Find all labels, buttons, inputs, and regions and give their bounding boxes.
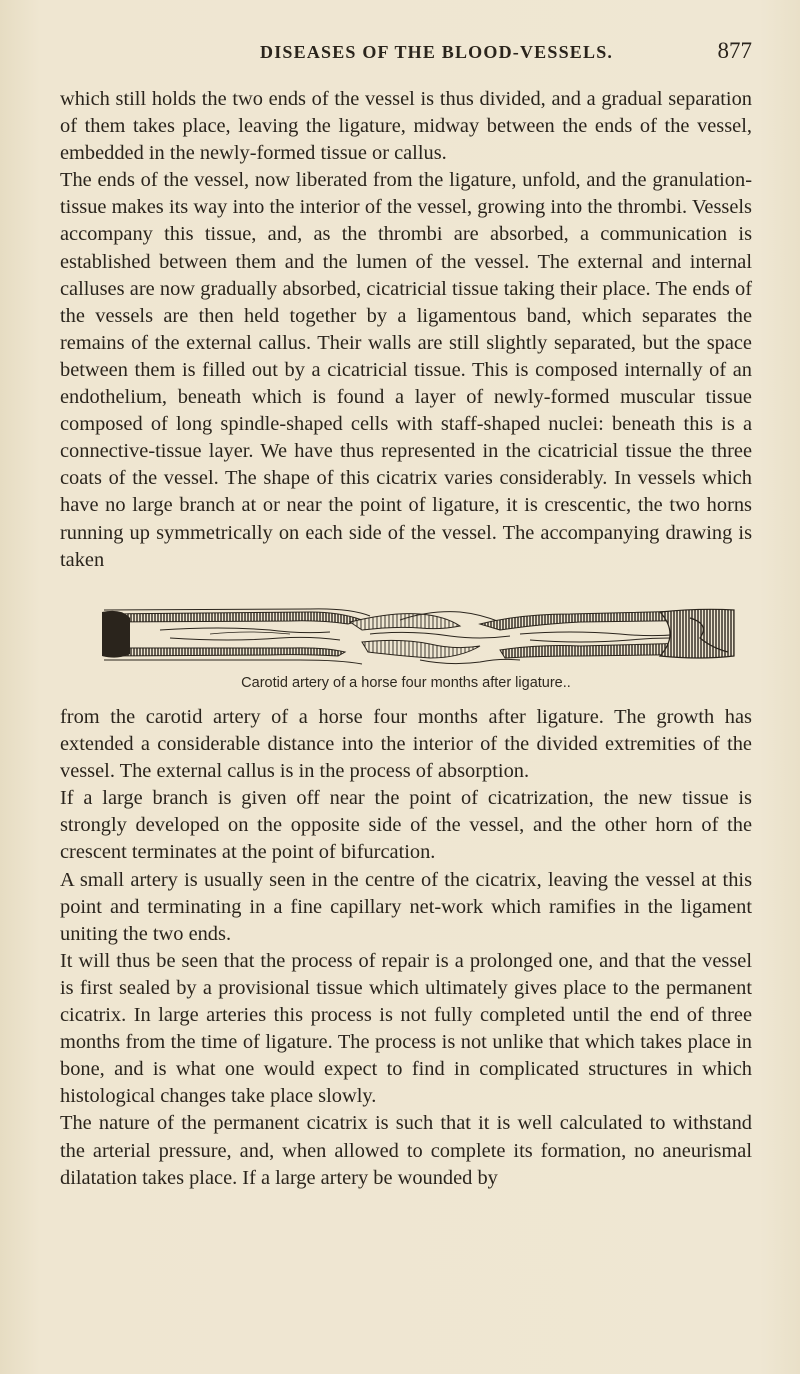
paragraph: The nature of the permanent cicatrix is such that it is well calculated to withstand the arterial pressure, and, when allowed to complete its formation, no aneurismal dilatation takes place. If a large artery be wounded by xyxy=(60,1112,752,1189)
paragraph: A small artery is usually seen in the centre of the cicatrix, leaving the vessel at this point and terminating in a fine capillary net-work which ramifies in the ligament uniting the two ends. xyxy=(60,868,752,945)
paragraph: If a large branch is given off near the point of cicatrization, the new tissue is strongly developed on the opposite side of the vessel, and the other horn of the crescent terminates at the point of bifurcation. xyxy=(60,787,752,864)
body-text-top xyxy=(60,86,752,574)
paragraph: which still holds the two ends of the vessel is thus divided, and a gradual separation of them takes place, leaving the ligature, midway between the ends of the vessel, embedded in the newly-formed tissue or callus. xyxy=(60,88,752,165)
artery-figure xyxy=(100,608,736,670)
paragraph: from the carotid artery of a horse four months after ligature. The growth has extended a considerable distance into the interior of the divided extremities of the vessel. The external callus is in the process of absorption. xyxy=(60,706,752,783)
artery-illustration xyxy=(100,608,736,670)
figure-caption: Carotid artery of a horse four months after ligature.. xyxy=(241,675,571,691)
paragraph: The ends of the vessel, now liberated from the ligature, unfold, and the granulation-tissue makes its way into the interior of the vessel, growing into the thrombi. Vessels accompany this tissue, and, as the thrombi are absorbed, a communication is established between them and the lumen of the vessel. The external and internal calluses are now gradually absorbed, cicatricial tissue taking their place. The ends of the vessels are then held together by a ligamentous band, which separates the remains of the external callus. Their walls are still slightly separated, but the space between them is filled out by a cicatricial tissue. This is composed internally of an endothelium, beneath which is found a layer of newly-formed muscular tissue composed of long spindle-shaped cells with staff-shaped nuclei: beneath this is a connective-tissue layer. We have thus represented in the cicatricial tissue the three coats of the vessel. The shape of this cicatrix varies considerably. In vessels which have no large branch at or near the point of ligature, it is crescentic, the two horns running up symmetrically on each side of the vessel. The accompanying drawing is taken xyxy=(60,169,752,571)
paragraph: It will thus be seen that the process of repair is a prolonged one, and that the vessel is first sealed by a provisional tissue which ultimately gives place to the permanent cicatrix. In large arteries this process is not fully completed until the end of three months from the time of ligature. The process is not unlike that which takes place in bone, and is what one would expect to find in complicated structures in which histological changes take place slowly. xyxy=(60,949,752,1108)
body-text-bottom xyxy=(60,704,752,1192)
running-head: DISEASES OF THE BLOOD-VESSELS. xyxy=(260,42,614,62)
page-header xyxy=(60,38,752,68)
page-number: 877 xyxy=(717,38,752,63)
